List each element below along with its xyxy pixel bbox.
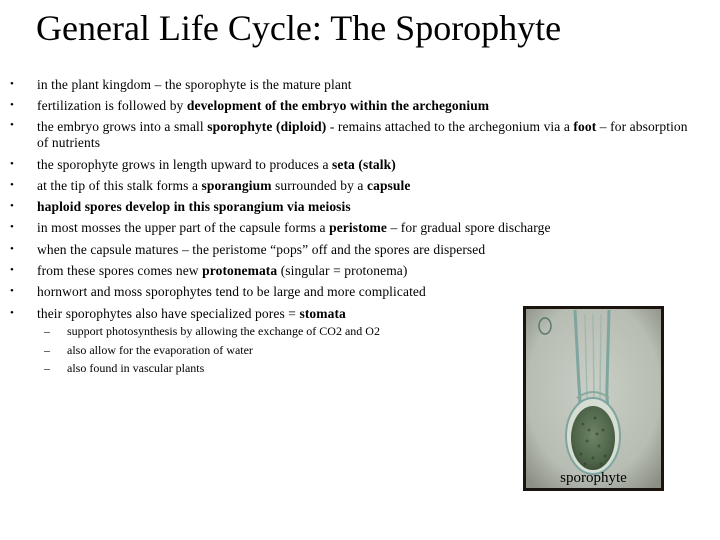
bullet-dot: • xyxy=(10,221,14,234)
bullet-item: • when the capsule matures – the peristome “pops” off and the spores are dispersed xyxy=(0,239,720,260)
micrograph-illustration xyxy=(523,306,664,491)
bullet-item: • fertilization is followed by development of the embryo within the archegonium xyxy=(0,95,720,116)
bullet-item: • the sporophyte grows in length upward to produces a seta (stalk) xyxy=(0,154,720,175)
bullet-dot: • xyxy=(10,264,14,277)
bullet-item: • haploid spores develop in this sporangium via meiosis xyxy=(0,196,720,217)
bullet-dot: • xyxy=(10,78,14,90)
bullet-item: • in most mosses the upper part of the capsule forms a peristome – for gradual spore discharge xyxy=(0,217,720,238)
image-caption: sporophyte xyxy=(560,470,627,486)
bullet-item: • in the plant kingdom – the sporophyte is the mature plant xyxy=(0,74,720,95)
bullet-item: • at the tip of this stalk forms a sporangium surrounded by a capsule xyxy=(0,175,720,196)
slide-title: General Life Cycle: The Sporophyte xyxy=(36,8,562,48)
sub-bullet-item: – also allow for the evaporation of water xyxy=(44,342,253,357)
sporangium xyxy=(571,406,615,470)
bullet-dot: • xyxy=(10,306,14,319)
bullet-dot: • xyxy=(10,99,14,112)
bullet-item: • their sporophytes also have specialized pores = stomata xyxy=(0,303,720,324)
bullet-dot: • xyxy=(10,118,14,131)
bullet-list xyxy=(0,74,720,324)
bullet-dot: • xyxy=(10,242,14,255)
sub-bullet-item: – support photosynthesis by allowing the exchange of CO2 and O2 xyxy=(44,324,380,338)
bullet-item: • hornwort and moss sporophytes tend to be large and more complicated xyxy=(0,281,720,302)
sporophyte-micrograph xyxy=(523,306,664,491)
bullet-dot: • xyxy=(10,285,14,298)
bullet-item: • from these spores comes new protonemata (singular = protonema) xyxy=(0,260,720,281)
sub-bullet-list xyxy=(0,322,500,378)
bullet-dot: • xyxy=(10,157,14,170)
sub-bullet-item: – also found in vascular plants xyxy=(44,361,205,375)
bullet-dot: • xyxy=(10,200,14,213)
bullet-dot: • xyxy=(10,178,14,191)
bullet-item: • the embryo grows into a small sporophyte (diploid) - remains attached to the archegonium via a foot – for absorption of nutrients xyxy=(10,118,688,150)
